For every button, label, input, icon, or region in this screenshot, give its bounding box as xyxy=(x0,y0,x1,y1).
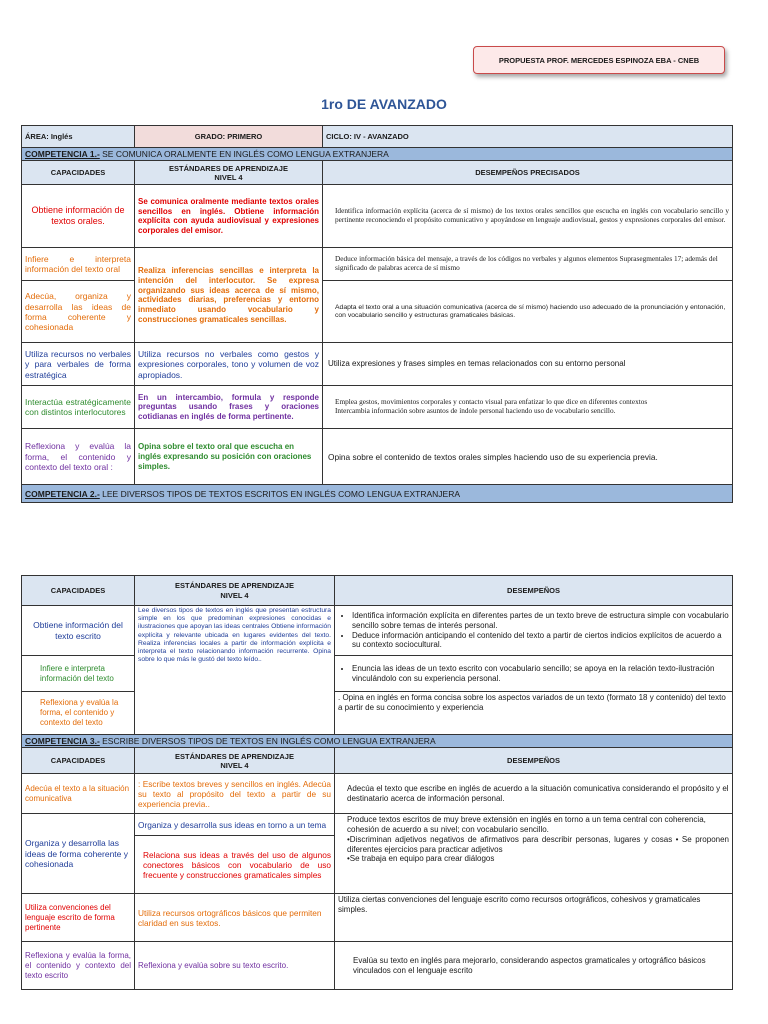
estandares-header-line1: ESTÁNDARES DE APRENDIZAJE xyxy=(169,163,288,173)
competencia-2-3-table xyxy=(21,575,733,990)
estandares-header-line2: NIVEL 4 xyxy=(214,172,243,182)
estandar-cell: Opina sobre el texto oral que escucha en inglés expresando su posición con oraciones simples. xyxy=(135,429,323,485)
capacidad-cell: Obtiene información del texto escrito xyxy=(22,606,135,656)
estandar-cell xyxy=(135,606,335,735)
desempeno-line: Produce textos escritos de muy breve extensión en inglés en torno a un tema central con coherencia, cohesión de acuerdo a su nivel; con vocabulario sencillo. xyxy=(347,815,706,835)
desempeno-line: •Se trabaja en equipo para crear diálogos xyxy=(347,854,495,864)
desempeno-cell xyxy=(335,814,733,894)
capacidad-cell: Adecúa el texto a la situación comunicativa xyxy=(22,774,135,814)
capacidad-cell: Adecúa, organiza y desarrolla las ideas de forma coherente y cohesionada xyxy=(22,281,135,343)
grado-cell: GRADO: PRIMERO xyxy=(135,126,323,148)
desempeno-cell: Utiliza ciertas convenciones del lenguaje escrito como recursos ortográficos, cohesivos y gramaticales simples. xyxy=(335,894,733,942)
desempeno-cell: . Opina en inglés en forma concisa sobre los aspectos variados de un texto (formato 18 y contenido) del texto a partir de su conocimiento y experiencia xyxy=(335,692,733,735)
estandares-header-line1: ESTÁNDARES DE APRENDIZAJE xyxy=(175,581,294,591)
competencia-3-heading xyxy=(22,735,733,748)
capacidad-cell: Reflexiona y evalúa la forma, el contenido y contexto del texto escrito xyxy=(22,942,135,990)
estandares-header xyxy=(135,161,323,185)
desempeno-cell xyxy=(335,606,733,656)
capacidad-cell: Infiere e interpreta información del texto xyxy=(22,656,135,692)
desempeno-cell: Adapta el texto oral a una situación comunicativa (acerca de sí mismo) haciendo uso adecuado de la pronunciación y entonación, con vocabulario sencillo y estructuras gramaticales básicas. xyxy=(323,281,733,343)
estandar-cell: Organiza y desarrolla sus ideas en torno a un tema xyxy=(135,814,335,836)
estandares-header-line2: NIVEL 4 xyxy=(220,760,249,770)
competencia-1-label: COMPETENCIA 1.- xyxy=(25,149,100,159)
desempeno-cell: Evalúa su texto en inglés para mejorarlo, considerando aspectos gramaticales y ortográfico básicos vinculados con el lenguaje escrito xyxy=(335,942,733,990)
area-cell: ÁREA: Inglés xyxy=(22,126,135,148)
estandar-cell: Relaciona sus ideas a través del uso de algunos conectores básicos con vocabulario de uso frecuente y construcciones gramaticales simples xyxy=(135,836,335,894)
capacidad-cell: Reflexiona y evalúa la forma, el contenido y contexto del texto xyxy=(22,692,135,735)
competencia-2-heading xyxy=(22,485,733,503)
desempeno-line: •Discriminan adjetivos negativos de afirmativos para describir personas, lugares y cosas • Se proponen diferentes ejercicios para practicar adjetivos xyxy=(347,834,729,854)
capacidades-header: CAPACIDADES xyxy=(22,161,135,185)
desempeno-cell: Adecúa el texto que escribe en inglés de acuerdo a la situación comunicativa considerando el propósito y el destinatario acerca de información personal. xyxy=(335,774,733,814)
estandar-cell: : Escribe textos breves y sencillos en inglés. Adecúa su texto al propósito del texto a partir de su experiencia previa.. xyxy=(135,774,335,814)
capacidad-cell: Utiliza recursos no verbales y para verbales de forma estratégica xyxy=(22,343,135,386)
capacidades-header: CAPACIDADES xyxy=(22,576,135,606)
desempenos-header: DESEMPEÑOS xyxy=(335,748,733,774)
desempeno-list xyxy=(338,664,729,684)
competencia-3-label: COMPETENCIA 3.- xyxy=(25,736,100,746)
desempenos-header: DESEMPEÑOS PRECISADOS xyxy=(323,161,733,185)
list-item: • Deduce información anticipando el contenido del texto a partir de ciertos indicios explícitos de acuerdo a su contexto sociocultural. xyxy=(352,631,729,651)
desempeno-cell: Identifica información explícita (acerca de sí mismo) de los textos orales sencillos que escucha en inglés con vocabulario sencillo y pertinente reconociendo el propósito comunicativo y apoyándose en lenguaje audiovisual, gestos y expresiones corporales del emisor. xyxy=(323,185,733,248)
estandares-header xyxy=(135,748,335,774)
desempeno-cell: Deduce información básica del mensaje, a través de los códigos no verbales y algunos elementos Suprasegmentales 17; además del significado de palabras acerca de sí mismo xyxy=(323,248,733,281)
desempeno-cell xyxy=(335,656,733,692)
capacidad-cell: Utiliza convenciones del lenguaje escrito de forma pertinente xyxy=(22,894,135,942)
ciclo-cell: CICLO: IV - AVANZADO xyxy=(323,126,733,148)
competencia-2-label: COMPETENCIA 2.- xyxy=(25,488,100,499)
competencia-1-text: SE COMUNICA ORALMENTE EN INGLÉS COMO LENGUA EXTRANJERA xyxy=(99,149,389,159)
estandar-cell: Utiliza recursos ortográficos básicos que permiten claridad en sus textos. xyxy=(135,894,335,942)
competencia-1-table xyxy=(21,125,733,503)
list-item: • Enuncia las ideas de un texto escrito con vocabulario sencillo; se apoya en la relación texto-ilustración vinculándolo con su experiencia personal. xyxy=(352,664,729,684)
page-title: 1ro DE AVANZADO xyxy=(321,96,447,112)
capacidad-cell: Reflexiona y evalúa la forma, el contenido y contexto del texto oral : xyxy=(22,429,135,485)
competencia-3-text: ESCRIBE DIVERSOS TIPOS DE TEXTOS EN INGLÉS COMO LENGUA EXTRANJERA xyxy=(99,736,436,746)
capacidad-cell: Interactúa estratégicamente con distintos interlocutores xyxy=(22,386,135,429)
capacidad-cell: Obtiene información de textos orales. xyxy=(22,185,135,248)
list-item: • Identifica información explícita en diferentes partes de un texto breve de estructura simple con vocabulario sencillo sobre temas de interés personal. xyxy=(352,611,729,631)
capacidad-cell: Organiza y desarrolla las ideas de forma coherente y cohesionada xyxy=(22,814,135,894)
estandar-text: Lee diversos tipos de textos en inglés que presentan estructura simple en los que predominan expresiones conocidas e ilustraciones que apoyan las ideas centrales Obtiene información explícita y relevante ubicada en lugares evidentes del texto. Realiza inferencias locales a partir de información explícita e interpreta el texto relacionando información recurrente. Opina sobre lo que más le gustó del texto leído.. xyxy=(138,607,331,664)
estandar-cell: En un intercambio, formula y responde preguntas usando frases y oraciones cotidianas en inglés de forma pertinente. xyxy=(135,386,323,429)
estandares-header-line1: ESTÁNDARES DE APRENDIZAJE xyxy=(175,751,294,761)
estandar-cell: Realiza inferencias sencillas e interpreta la intención del interlocutor. Se expresa organizando sus ideas acerca de sí mismo, actividades diarias, preferencias y entorno inmediato usando vocabulario y construcciones gramaticales sencillas. xyxy=(135,248,323,343)
desempeno-cell: Utiliza expresiones y frases simples en temas relacionados con su entorno personal xyxy=(323,343,733,386)
competencia-1-heading xyxy=(22,148,733,161)
author-badge: PROPUESTA PROF. MERCEDES ESPINOZA EBA - CNEB xyxy=(473,46,725,74)
estandares-header xyxy=(135,576,335,606)
capacidades-header: CAPACIDADES xyxy=(22,748,135,774)
desempenos-header: DESEMPEÑOS xyxy=(335,576,733,606)
estandar-cell: Utiliza recursos no verbales como gestos y expresiones corporales, tono y volumen de voz apropiados. xyxy=(135,343,323,386)
estandar-cell: Se comunica oralmente mediante textos orales sencillos en inglés. Obtiene información explícita con ayuda audiovisual y expresiones corporales del emisor. xyxy=(135,185,323,248)
estandar-cell: Reflexiona y evalúa sobre su texto escrito. xyxy=(135,942,335,990)
desempeno-cell: Opina sobre el contenido de textos orales simples haciendo uso de su experiencia previa. xyxy=(323,429,733,485)
desempeno-cell: Emplea gestos, movimientos corporales y contacto visual para enfatizar lo que dice en diferentes contextos Intercambia información sobre asuntos de índole personal haciendo uso de vocabulario sencillo. xyxy=(323,386,733,429)
competencia-2-text: LEE DIVERSOS TIPOS DE TEXTOS ESCRITOS EN INGLÉS COMO LENGUA EXTRANJERA xyxy=(99,488,461,499)
desempeno-list xyxy=(338,611,729,650)
estandares-header-line2: NIVEL 4 xyxy=(220,590,249,600)
capacidad-cell: Infiere e interpreta información del texto oral xyxy=(22,248,135,281)
